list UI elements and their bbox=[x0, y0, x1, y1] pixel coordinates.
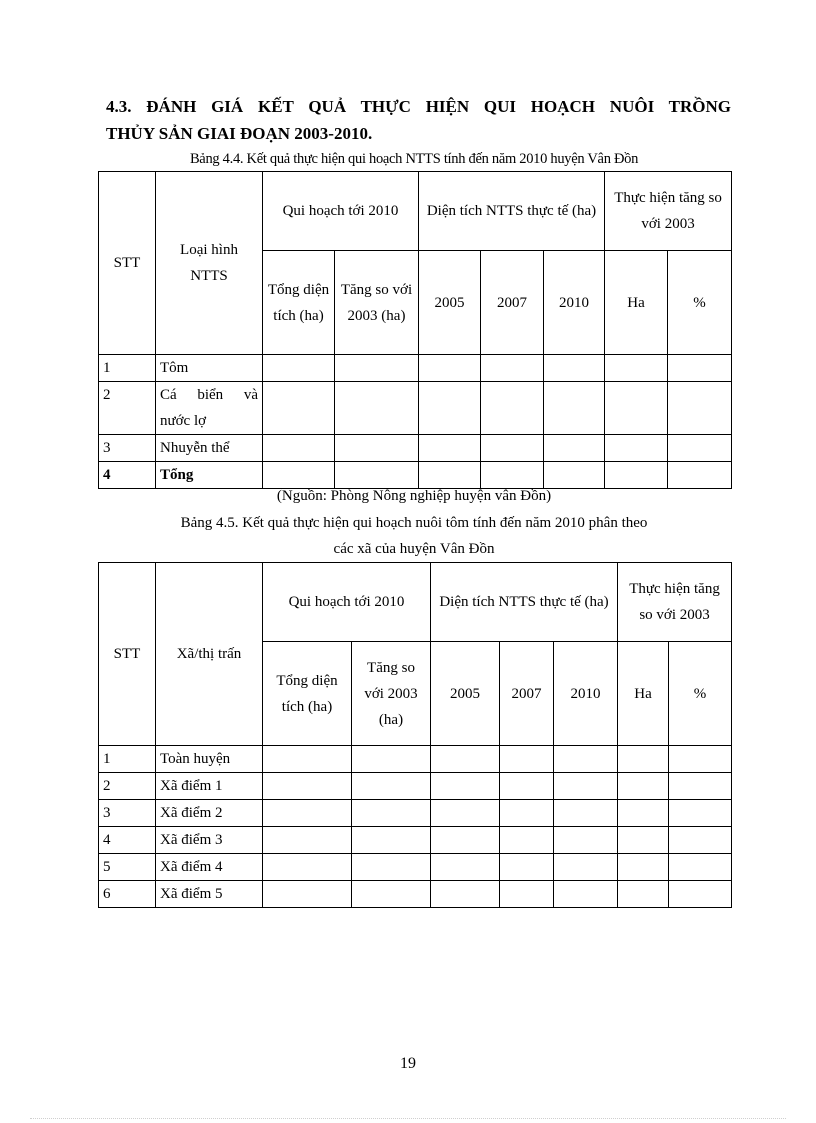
row-stt: 2 bbox=[99, 773, 156, 800]
row-stt: 3 bbox=[99, 800, 156, 827]
table-row bbox=[99, 827, 732, 854]
row-name: Cá biển và nước lợ bbox=[156, 382, 263, 435]
row-name: Tổng bbox=[156, 462, 263, 489]
table-row bbox=[99, 355, 732, 382]
row-stt: 4 bbox=[99, 827, 156, 854]
header-stt: STT bbox=[99, 172, 156, 355]
row-name: Xã điểm 1 bbox=[156, 773, 263, 800]
table-row bbox=[99, 382, 732, 435]
row-name: Toàn huyện bbox=[156, 746, 263, 773]
section-heading-line-2: THỦY SẢN GIAI ĐOẠN 2003-2010. bbox=[106, 124, 373, 143]
row-name: Nhuyễn thể bbox=[156, 435, 263, 462]
row-name: Xã điểm 3 bbox=[156, 827, 263, 854]
table-4-5-caption-line-1: Bảng 4.5. Kết quả thực hiện qui hoạch nuôi tôm tính đến năm 2010 phân theo bbox=[180, 515, 648, 531]
row-stt: 3 bbox=[99, 435, 156, 462]
row-stt: 5 bbox=[99, 854, 156, 881]
row-name: Tôm bbox=[156, 355, 263, 382]
row-stt: 1 bbox=[99, 746, 156, 773]
header-2005: 2005 bbox=[419, 251, 481, 355]
row-name: Xã điểm 5 bbox=[156, 881, 263, 908]
header-tong-dien-tich: Tổng diện tích (ha) bbox=[263, 642, 352, 746]
table-4-4 bbox=[98, 171, 732, 489]
table-row bbox=[99, 881, 732, 908]
table-row bbox=[99, 800, 732, 827]
header-dien-tich-thuc-te: Diện tích NTTS thực tế (ha) bbox=[419, 172, 605, 251]
table-4-5-caption bbox=[98, 510, 730, 562]
table-4-4-caption: Bảng 4.4. Kết quả thực hiện qui hoạch NTTS tính đến năm 2010 huyện Vân Đồn bbox=[189, 151, 639, 167]
header-2007: 2007 bbox=[500, 642, 554, 746]
header-ha: Ha bbox=[618, 642, 669, 746]
table-row bbox=[99, 435, 732, 462]
header-ha: Ha bbox=[605, 251, 668, 355]
table-row bbox=[99, 773, 732, 800]
header-pct: % bbox=[669, 642, 732, 746]
header-2010: 2010 bbox=[554, 642, 618, 746]
header-2010: 2010 bbox=[544, 251, 605, 355]
table-4-5-caption-line-2: các xã của huyện Vân Đồn bbox=[333, 541, 495, 557]
row-stt: 4 bbox=[99, 462, 156, 489]
row-name: Xã điểm 2 bbox=[156, 800, 263, 827]
header-qui-hoach: Qui hoạch tới 2010 bbox=[263, 563, 431, 642]
header-tang-so-voi-2003: Tăng so với 2003 (ha) bbox=[335, 251, 419, 355]
row-stt: 2 bbox=[99, 382, 156, 435]
header-thuc-hien-tang: Thực hiện tăng so với 2003 bbox=[618, 563, 732, 642]
page-number: 19 bbox=[400, 1055, 416, 1072]
header-2007: 2007 bbox=[481, 251, 544, 355]
section-heading-line-1: 4.3. ĐÁNH GIÁ KẾT QUẢ THỰC HIỆN QUI HOẠCH NUÔI TRỒNG bbox=[106, 97, 731, 116]
header-stt: STT bbox=[99, 563, 156, 746]
page-footer-rule bbox=[30, 1118, 786, 1119]
table-4-5 bbox=[98, 562, 732, 908]
header-loai-hinh: Loại hình NTTS bbox=[156, 172, 263, 355]
header-2005: 2005 bbox=[431, 642, 500, 746]
header-tong-dien-tich: Tổng diện tích (ha) bbox=[263, 251, 335, 355]
row-stt: 6 bbox=[99, 881, 156, 908]
section-heading bbox=[106, 93, 731, 147]
header-tang-so-voi-2003: Tăng so với 2003 (ha) bbox=[352, 642, 431, 746]
row-stt: 1 bbox=[99, 355, 156, 382]
header-qui-hoach: Qui hoạch tới 2010 bbox=[263, 172, 419, 251]
header-thuc-hien-tang: Thực hiện tăng so với 2003 bbox=[605, 172, 732, 251]
header-pct: % bbox=[668, 251, 732, 355]
table-4-4-source: (Nguồn: Phòng Nông nghiệp huyện vân Đồn) bbox=[276, 488, 552, 504]
table-row bbox=[99, 854, 732, 881]
table-row bbox=[99, 746, 732, 773]
header-dien-tich-thuc-te: Diện tích NTTS thực tế (ha) bbox=[431, 563, 618, 642]
row-name: Xã điểm 4 bbox=[156, 854, 263, 881]
header-xa-thi-tran: Xã/thị trấn bbox=[156, 563, 263, 746]
